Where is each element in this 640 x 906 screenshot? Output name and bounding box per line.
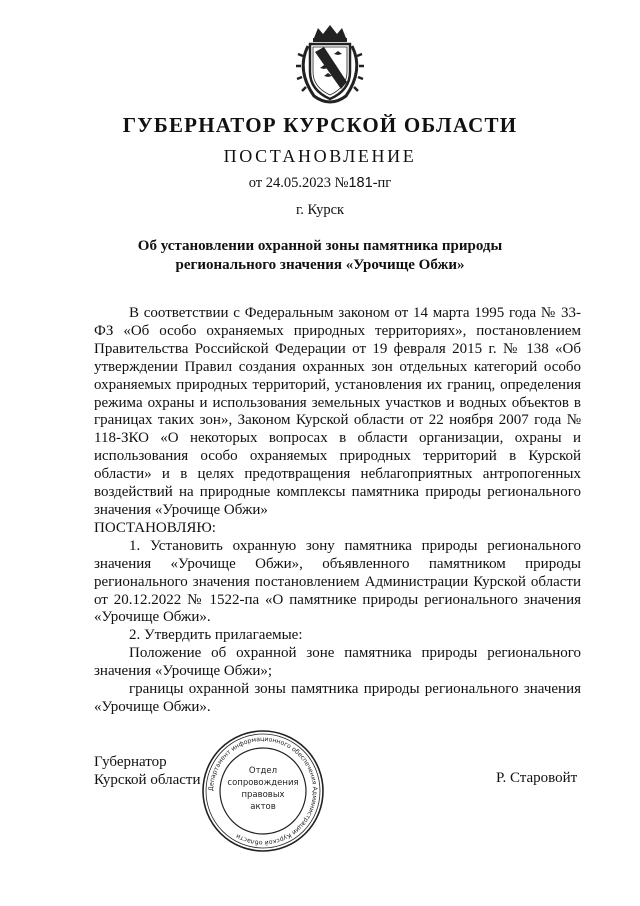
position-line-2: Курской области [94, 772, 201, 788]
signatory-name: Р. Старовойт [496, 770, 578, 786]
heading-line-2: регионального значения «Урочище Обжи» [175, 257, 465, 273]
stamp-ring-text: Департамент информационного обеспечения Администрации Курской области [207, 735, 319, 847]
item-2a-paragraph: Положение об охранной зоне памятника природы регионального значения «Урочище Обжи»; [94, 645, 581, 680]
item-2-paragraph: 2. Утвердить прилагаемые: [129, 627, 303, 644]
item-1-paragraph: 1. Установить охранную зону памятника природы регионального значения «Урочище Обжи», объявленного памятником природы регионального значения постановлением Администрации Курской области от 20.12.2022 № 1522-па «О памятнике природы регионального значения «Урочище Обжи». [94, 537, 581, 626]
signatory-position [94, 753, 200, 789]
position-line-1: Губернатор [94, 754, 167, 770]
issuing-authority: ГУБЕРНАТОР КУРСКОЙ ОБЛАСТИ [122, 113, 518, 137]
stamp-center-line-4: актов [250, 802, 276, 812]
document-heading [0, 237, 640, 275]
heading-line-1: Об установлении охранной зоны памятника природы [137, 238, 503, 254]
document-body [94, 305, 581, 717]
date-prefix: от 24.05.2023 № [248, 175, 349, 191]
decree-word: ПОСТАНОВЛЯЮ: [94, 519, 216, 536]
document-type: ПОСТАНОВЛЕНИЕ [223, 146, 417, 166]
preamble-paragraph: В соответствии с Федеральным законом от 14 марта 1995 года № 33-ФЗ «Об особо охраняемых природных территориях», постановлением Правительства Российской Федерации от 19 февраля 2015 г. № 138 «Об утверждении Правил создания охранных зон отдельных категорий особо охраняемых природных территорий, установления их границ, определения режима охраны и использования земельных участков и водных объектов в границах таких зон», Законом Курской области от 22 ноября 2007 года № 118-ЗКО «О некоторых вопросах в области организации, охраны и использования особо охраняемых природных территорий в Курской области» и в целях предотвращения неблагоприятных антропогенных воздействий на природные комплексы памятника природы регионального значения «Урочище Обжи» [94, 305, 581, 518]
stamp-center-line-1: Отдел [248, 766, 278, 776]
stamp-center-line-2: сопровождения [227, 778, 299, 788]
city-line: г. Курск [295, 202, 345, 218]
kursk-coat-of-arms-icon [292, 22, 368, 104]
official-round-stamp-icon [200, 728, 326, 854]
document-number: 181 [348, 175, 373, 191]
document-suffix: -пг [372, 175, 392, 191]
document-date-number [0, 175, 640, 192]
item-2b-paragraph: границы охранной зоны памятника природы регионального значения «Урочище Обжи». [94, 681, 581, 715]
stamp-center-line-3: правовых [241, 790, 285, 800]
